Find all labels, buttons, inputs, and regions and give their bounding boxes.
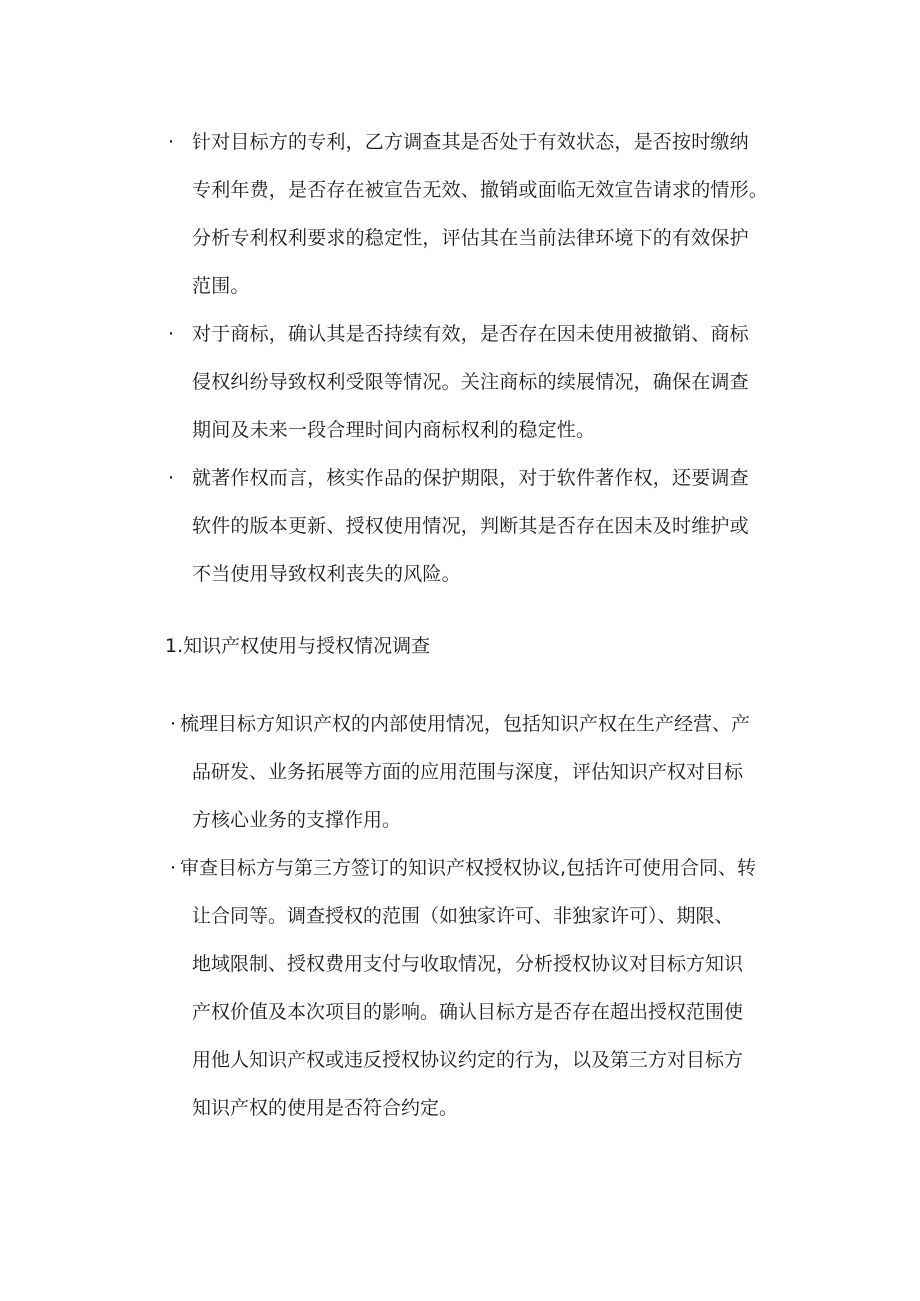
section-heading: 1.知识产权使用与授权情况调查: [165, 635, 431, 657]
text-line: 审查目标方与第三方签订的知识产权授权协议,包括许可使用合同、转: [180, 857, 757, 879]
text-line: 对于商标，确认其是否持续有效，是否存在因未使用被撤销、商标: [192, 323, 749, 345]
text-line: 侵权纠纷导致权利受限等情况。关注商标的续展情况，确保在调查: [192, 371, 749, 393]
copyright-bullet: [168, 454, 808, 598]
bullet-text: [192, 454, 792, 598]
bullet-marker: ·: [170, 857, 177, 879]
bullet-text: [192, 310, 792, 454]
text-line: 让合同等。调查授权的范围（如独家许可、非独家许可）、期限、: [192, 905, 734, 927]
trademark-bullet: [168, 310, 808, 454]
internal-usage-item: [170, 700, 810, 844]
text-line: 不当使用导致权利丧失的风险。: [192, 563, 461, 585]
text-line: 知识产权的使用是否符合约定。: [192, 1097, 459, 1119]
text-line: 范围。: [192, 275, 250, 297]
bullet-marker: ·: [170, 713, 177, 735]
text-line: 方核心业务的支撑作用。: [192, 809, 402, 831]
ip-status-bullet-list: [168, 118, 808, 598]
text-line: 软件的版本更新、授权使用情况，判断其是否存在因未及时维护或: [192, 515, 749, 537]
text-line: 针对目标方的专利，乙方调查其是否处于有效状态，是否按时缴纳: [192, 131, 749, 153]
license-agreement-item: [170, 844, 810, 1132]
text-line: 专利年费，是否存在被宣告无效、撤销或面临无效宣告请求的情形。: [192, 179, 769, 201]
bullet-marker: ·: [168, 131, 175, 153]
text-line: 梳理目标方知识产权的内部使用情况，包括知识产权在生产经营、产: [180, 713, 751, 735]
usage-licensing-list: [170, 700, 810, 1132]
text-line: 品研发、业务拓展等方面的应用范围与深度，评估知识产权对目标: [192, 761, 744, 783]
bullet-text: [192, 118, 792, 310]
text-line: 用他人知识产权或违反授权协议约定的行为，以及第三方对目标方: [192, 1049, 744, 1071]
item-text: [180, 844, 800, 1132]
bullet-marker: ·: [168, 467, 175, 489]
text-line: 期间及未来一段合理时间内商标权利的稳定性。: [192, 419, 596, 441]
patent-bullet: [168, 118, 808, 310]
bullet-marker: ·: [168, 323, 175, 345]
text-line: 地域限制、授权费用支付与收取情况，分析授权协议对目标方知识: [192, 953, 744, 975]
text-line: 分析专利权利要求的稳定性，评估其在当前法律环境下的有效保护: [192, 227, 749, 249]
item-text: [180, 700, 800, 844]
text-line: 就著作权而言，核实作品的保护期限，对于软件著作权，还要调查: [192, 467, 749, 489]
text-line: 产权价值及本次项目的影响。确认目标方是否存在超出授权范围使: [192, 1001, 744, 1023]
